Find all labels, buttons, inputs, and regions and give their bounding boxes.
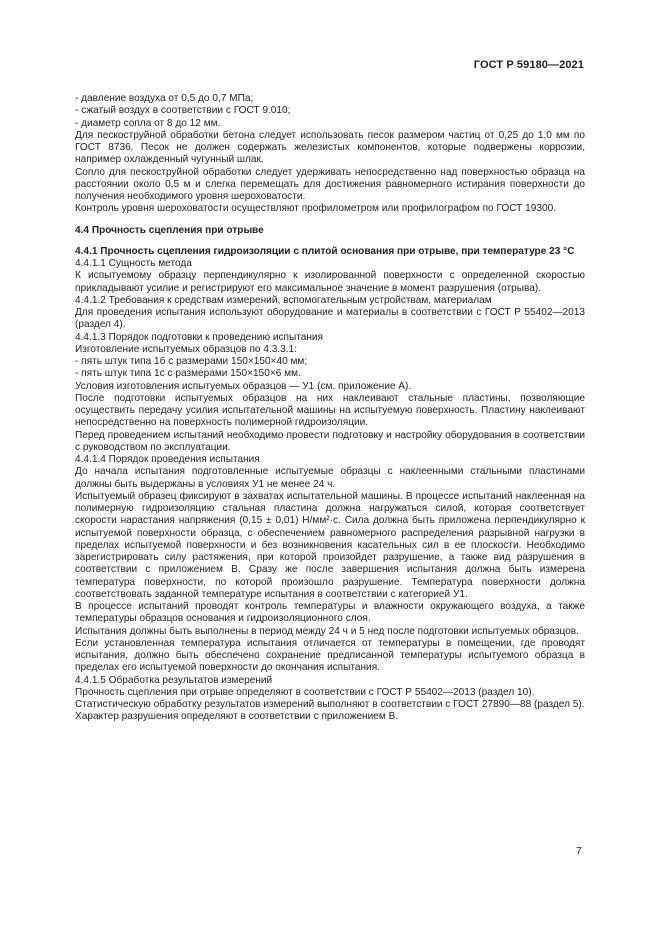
paragraph: Статистическую обработку результатов измерений выполняют в соответствии с ГОСТ 27890—88 (раздел 5). [75, 699, 585, 710]
paragraph: Для проведения испытания используют оборудование и материалы в соответствии с ГОСТ Р 55402—2013 (раздел 4). [75, 307, 585, 331]
paragraph: До начала испытания подготовленные испытуемые образцы с наклеенными стальными пластинами должны быть выдержаны в условиях У1 не менее 24 ч. [75, 466, 585, 490]
paragraph: В процессе испытаний проводят контроль температуры и влажности окружающего воздуха, а также температуры образцов основания и гидроизоляционного слоя. [75, 601, 585, 625]
paragraph: Изготовление испытуемых образцов по 4.3.3.1: [75, 343, 297, 355]
bullet-item: - диаметр сопла от 8 до 12 мм. [75, 117, 221, 129]
paragraph: Прочность сцепления при отрыве определяют в соответствии с ГОСТ Р 55402—2013 (раздел 10). [75, 686, 535, 698]
subsection-title: 4.4.1.1 Сущность метода [75, 258, 192, 269]
subsection-title: 4.4.1.3 Порядок подготовки к проведению испытания [75, 331, 324, 343]
subsection-title: 4.4.1.4 Порядок проведения испытания [75, 454, 260, 465]
bullet-item: - пять штук типа 1б с размерами 150×150×40 мм; [75, 356, 308, 367]
bullet-item: - сжатый воздух в соответствии с ГОСТ 9.010; [75, 105, 291, 117]
paragraph: Сопло для пескоструйной обработки следует удерживать непосредственно над поверхностью образца на расстоянии около 0,5 м и слегка перемещать для достижения равномерного истирания поверхности до получения необходимого уровня шероховатости. [75, 166, 585, 202]
document-header-id: ГОСТ Р 59180—2021 [473, 59, 584, 71]
paragraph: Контроль уровня шероховатости осуществляют профилометром или профилографом по ГОСТ 19300. [75, 203, 556, 215]
paragraph: Испытания должны быть выполнены в период между 24 ч и 5 нед после подготовки испытуемых образцов. [75, 625, 579, 637]
paragraph: Перед проведением испытаний необходимо провести подготовку и настройку оборудования в соответствии с руководством по эксплуатации. [75, 429, 585, 453]
subsection-title: 4.4.1.5 Обработка результатов измерений [75, 674, 273, 686]
paragraph: Испытуемый образец фиксируют в захватах испытательной машины. В процессе испытаний наклеенная на полимерную гидроизоляцию стальная пластина должна нагружаться силой, которая соответствует скорости нарастания напряжения (0,15 ± 0,01) Н/мм²·с. Сила должна быть приложена перпендикулярно к испытуемой поверхности образца, с обеспечением равномерного распределения разрывной нагрузки в пределах испытуемой поверхности и без возникновения касательных сил в ее плоскости. Необходимо зарегистрировать силу растяжения, при которой произойдет разрушение, а также вид разрушения в соответствии с приложением В. Сразу же после завершения испытания должна быть измерена температура поверхности, по которой произошло разрушение. Температура поверхности должна соответствовать заданной температуре испытания в соответствии с категорией У1. [75, 490, 585, 600]
paragraph: К испытуемому образцу перпендикулярно к изолированной поверхности с определенной скоростью прикладывают усилие и регистрируют его максимальное значение в момент разрушения (отрыва). [75, 270, 585, 294]
paragraph: Характер разрушения определяют в соответствии с приложением В. [75, 711, 399, 723]
bullet-item: - давление воздуха от 0,5 до 0,7 МПа; [75, 93, 254, 104]
document-body [75, 93, 585, 724]
paragraph: Для пескоструйной обработки бетона следует использовать песок размером частиц от 0,25 до 1,0 мм по ГОСТ 8736. Песок не должен содержать железистых компонентов, которые подвержены коррозии, например охлажденный чугунный шлак. [75, 129, 585, 166]
paragraph: Если установленная температура испытания отличается от температуры в помещении, где проводят испытания, должно быть обеспечено сохранение предписанной температуры испытуемого образца в пределах его испытуемой поверхности до окончания испытания. [75, 637, 585, 674]
section-heading-4-4: 4.4 Прочность сцепления при отрыве [75, 224, 264, 236]
section-heading-4-4-1: 4.4.1 Прочность сцепления гидроизоляции с плитой основания при отрыве, при температуре 23 °С [75, 245, 575, 257]
bullet-item: - пять штук типа 1с с размерами 150×150×6 мм. [75, 368, 301, 380]
subsection-title: 4.4.1.2 Требования к средствам измерений, вспомогательным устройствам, материалам [75, 294, 492, 306]
page-number: 7 [576, 845, 582, 857]
paragraph: После подготовки испытуемых образцов на них наклеивают стальные пластины, позволяющие осуществить передачу усилия испытательной машины на испытуемую поверхность. Пластину наклеивают непосредственно на поверхность полимерной гидроизоляции. [75, 392, 585, 429]
paragraph: Условия изготовления испытуемых образцов — У1 (см. приложение А). [75, 380, 412, 392]
